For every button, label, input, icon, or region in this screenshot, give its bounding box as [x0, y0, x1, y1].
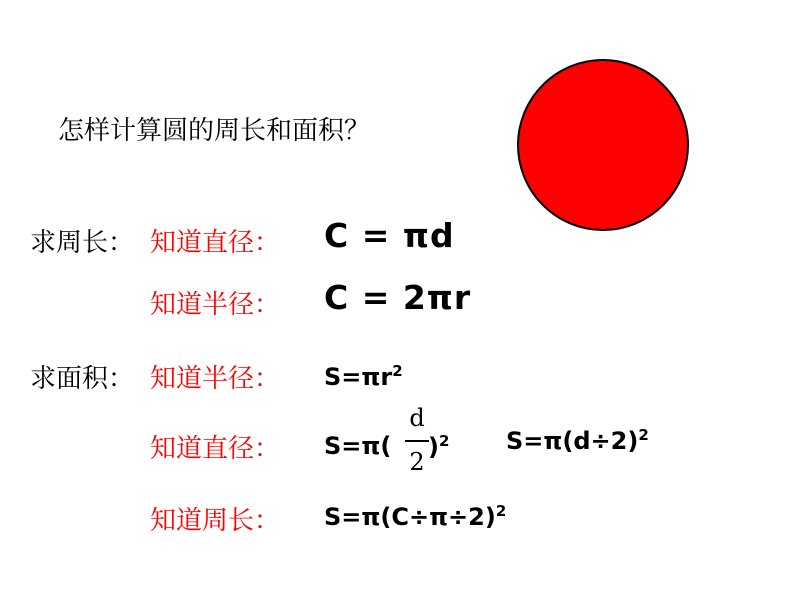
area-radius-formula: $S=\pi r^2$: [324, 362, 403, 391]
area-radius-label: 知道半径：: [150, 364, 281, 394]
area-diameter-formula-suffix: )$^2$: [428, 432, 450, 461]
circumference-radius-label: 知道半径：: [150, 290, 281, 320]
circumference-diameter-formula: C = πd: [324, 216, 455, 255]
area-circumference-label: 知道周长：: [150, 506, 281, 536]
area-diameter-formula-prefix: S=π(: [324, 432, 392, 460]
question-text: 怎样计算圆的周长和面积？: [58, 116, 371, 146]
fraction-denominator: 2: [409, 448, 425, 476]
circumference-radius-formula: C = 2πr: [324, 278, 472, 317]
fraction-bar: [405, 440, 429, 442]
circumference-heading: 求周长：: [30, 228, 135, 258]
red-circle-illustration: [517, 59, 689, 231]
area-heading: 求面积：: [30, 364, 135, 394]
area-diameter-alt-formula: $S=\pi(d\div 2)^2$: [506, 426, 649, 455]
area-circumference-formula: $S=\pi(C\div\pi\div 2)^2$: [324, 502, 507, 531]
area-diameter-label: 知道直径：: [150, 434, 281, 464]
circumference-diameter-label: 知道直径：: [150, 228, 281, 258]
fraction-numerator: d: [409, 404, 425, 432]
